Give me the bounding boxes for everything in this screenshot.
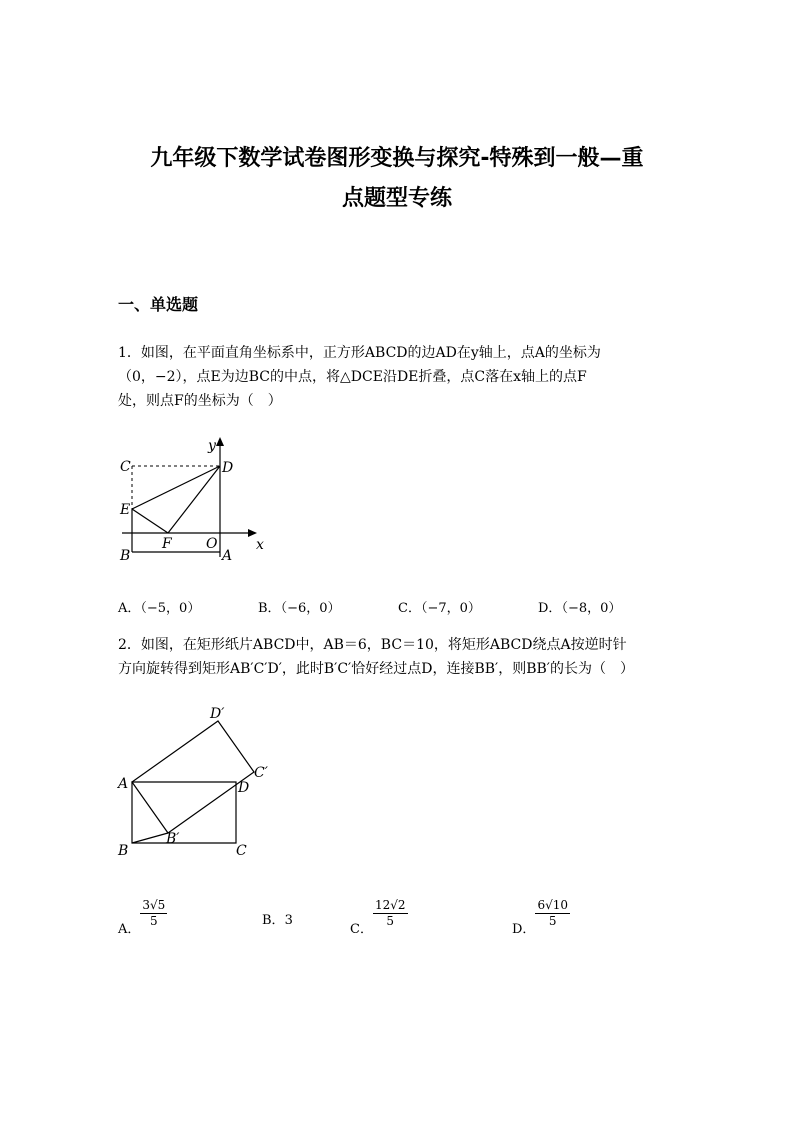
q1-label-f: F xyxy=(162,536,172,552)
question-1-text xyxy=(118,341,678,413)
q2-figure xyxy=(112,702,282,864)
q1-label-a: A xyxy=(222,548,233,564)
q2-label-b-prime: B′ xyxy=(166,831,180,847)
q1-label-o: O xyxy=(206,536,218,552)
q1-option-c[interactable]: C．（−7，0） xyxy=(398,601,481,616)
q1-option-a[interactable]: A．（−5，0） xyxy=(118,601,201,616)
q2-label-d: D xyxy=(238,780,250,796)
q1-option-b[interactable]: B．（−6，0） xyxy=(258,601,341,616)
q2-label-a: A xyxy=(118,776,129,792)
q1-label-e: E xyxy=(120,502,131,518)
q2-option-a[interactable]: A． $\frac{3√5}{5}$ xyxy=(118,898,166,937)
q2-label-b: B xyxy=(118,843,129,859)
q1-label-b: B xyxy=(120,548,131,564)
q2-line2: 方向旋转得到矩形AB′C′D′，此时B′C′恰好经过点D，连接BB′，则BB′的长为（ ） xyxy=(118,661,634,677)
q2-option-d[interactable]: D． $\frac{6√10}{5}$ xyxy=(512,898,568,937)
q2-label-d-prime: D′ xyxy=(210,706,225,722)
q1-figure xyxy=(112,432,272,572)
q2-option-b[interactable]: B．3 xyxy=(262,913,293,928)
q1-label-c: C xyxy=(120,459,131,475)
q1-line1: 1．如图，在平面直角坐标系中，正方形ABCD的边AD在y轴上，点A的坐标为 xyxy=(118,345,601,361)
page-title-line1: 九年级下数学试卷图形变换与探究-特殊到一般—重 xyxy=(150,146,644,171)
q1-label-d: D xyxy=(222,460,234,476)
page-title-line2: 点题型专练 xyxy=(341,186,452,211)
q2-label-c: C xyxy=(236,843,247,859)
q2-label-c-prime: C′ xyxy=(254,765,268,781)
q2-line1: 2．如图，在矩形纸片ABCD中，AB＝6，BC＝10，将矩形ABCD绕点A按逆时针 xyxy=(118,637,627,653)
q1-option-d[interactable]: D．（−8，0） xyxy=(538,601,622,616)
question-2-text xyxy=(118,633,678,681)
q1-label-x: x xyxy=(256,537,264,553)
q1-label-y: y xyxy=(208,438,216,454)
q2-option-c[interactable]: C． $\frac{12√2}{5}$ xyxy=(350,898,406,937)
section-heading: 一、单选题 xyxy=(118,295,199,314)
q1-line3: 处，则点F的坐标为（ ） xyxy=(118,393,282,409)
q1-line2: （0，−2），点E为边BC的中点，将△DCE沿DE折叠，点C落在x轴上的点F xyxy=(118,369,587,385)
